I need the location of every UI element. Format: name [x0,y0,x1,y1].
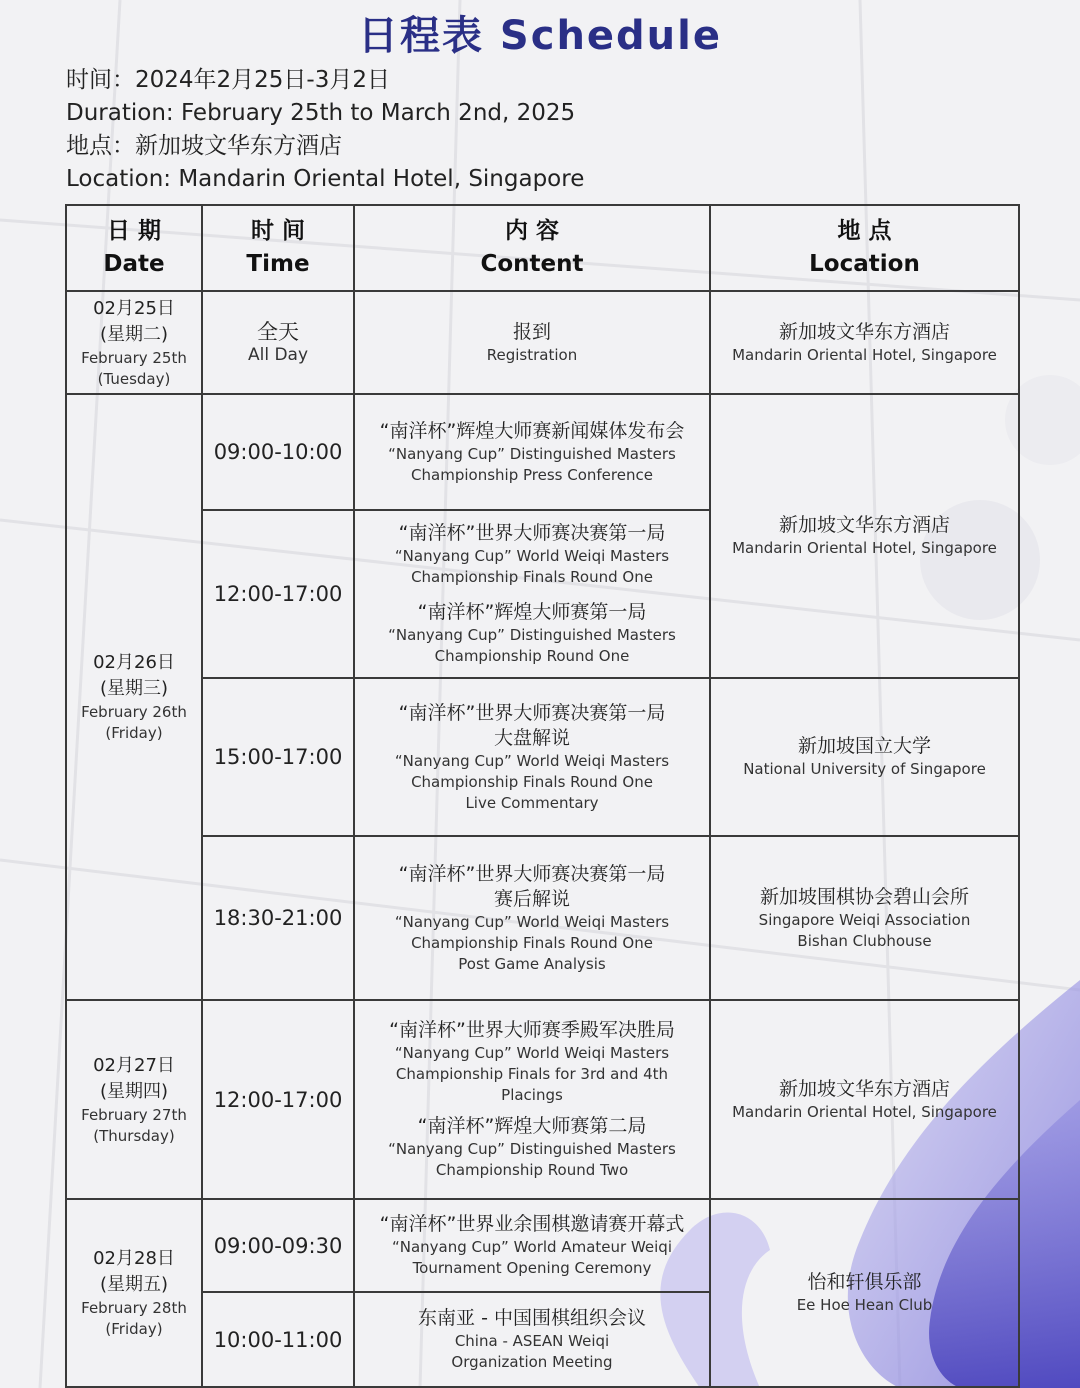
header-time [202,205,354,291]
content-en: Placings [501,1086,563,1104]
time-cell: 09:00-09:30 [202,1199,354,1292]
content-zh: “南洋杯”世界大师赛决赛第一局 [398,701,666,724]
weekday-zh: (星期二) [99,323,169,345]
location-en: Mandarin Oriental Hotel, Singapore [732,345,997,364]
time-en: All Day [247,344,309,365]
time-zh: 全天 [257,319,299,344]
header-date [66,205,202,291]
location-en: Singapore Weiqi Association [758,910,971,929]
header-time-en: Time [246,251,310,277]
location-cell [710,836,1019,1000]
content-zh: “南洋杯”辉煌大师赛第一局 [417,601,647,623]
content-en: Tournament Opening Ceremony [412,1259,652,1277]
event-info [66,64,584,196]
content-zh: “南洋杯”世界大师赛决赛第一局 [398,522,666,544]
header-location-en: Location [809,251,920,277]
weekday-zh: (星期四) [99,1080,169,1102]
header-date-en: Date [103,251,165,277]
content-en: Championship Finals Round One [411,933,653,952]
table-row [66,291,1019,394]
weekday-zh: (星期三) [99,678,169,699]
table-row [66,836,1019,1000]
content-zh: “南洋杯”世界业余围棋邀请赛开幕式 [379,1213,685,1235]
page-title: 日程表 Schedule [358,13,722,59]
content-en: “Nanyang Cup” World Weiqi Masters [394,751,670,770]
time-cell: 09:00-10:00 [202,394,354,510]
header-content-zh: 内 容 [504,218,559,244]
date-en: February 28th [81,1299,187,1317]
date-en: February 26th [81,703,187,721]
date-en: February 25th [81,348,187,367]
content-zh: 大盘解说 [493,726,570,749]
content-en: Post Game Analysis [458,954,606,973]
content-en: “Nanyang Cup” Distinguished Masters [388,444,676,463]
content-en: Championship Finals Round One [411,772,653,791]
location-cell [710,394,1019,678]
location-cell [710,678,1019,836]
content-zh: “南洋杯”辉煌大师赛第二局 [417,1115,647,1137]
header-row [66,205,1019,291]
content-en: “Nanyang Cup” Distinguished Masters [388,1140,676,1158]
date-cell [66,291,202,394]
content-en: “Nanyang Cup” World Weiqi Masters [394,912,670,931]
content-en: “Nanyang Cup” Distinguished Masters [388,626,676,644]
time-cell: 12:00-17:00 [202,510,354,678]
location-zh: 新加坡文华东方酒店 [778,514,950,536]
content-en: Live Commentary [465,793,599,812]
date-zh: 02月25日 [93,297,175,319]
location-en: Mandarin Oriental Hotel, Singapore [732,539,997,557]
content-cell [354,1199,710,1292]
table-row [66,678,1019,836]
date-zh: 02月28日 [93,1248,175,1269]
content-en: “Nanyang Cup” World Weiqi Masters [394,547,670,565]
time-cell [202,291,354,394]
location-cell [710,291,1019,394]
location-zh: 新加坡国立大学 [797,735,931,757]
header-time-zh: 时 间 [250,218,305,244]
date-zh: 02月27日 [93,1054,175,1076]
table-row [66,1199,1019,1292]
date-cell [66,1000,202,1199]
weekday-en: (Friday) [105,724,163,742]
location-en: Bishan Clubhouse [797,931,932,950]
content-en: China - ASEAN Weiqi [454,1332,610,1350]
location-en: Ee Hoe Hean Club [796,1296,933,1314]
date-zh: 02月26日 [93,652,175,673]
schedule-table [65,204,1020,1388]
table-row [66,394,1019,510]
weekday-en: (Friday) [105,1320,163,1338]
content-en: Championship Press Conference [411,465,653,484]
content-en: Championship Finals Round One [411,568,653,586]
content-en: “Nanyang Cup” World Weiqi Masters [394,1044,670,1062]
content-en: Championship Round One [434,647,630,665]
content-cell [354,291,710,394]
time-cell: 18:30-21:00 [202,836,354,1000]
date-en: February 27th [81,1105,187,1124]
content-cell [354,510,710,678]
date-cell [66,1199,202,1387]
content-en: Registration [486,345,578,364]
header-content [354,205,710,291]
content-cell [354,836,710,1000]
content-zh: “南洋杯”世界大师赛季殿军决胜局 [389,1019,675,1041]
location-en: Mandarin Oriental Hotel, Singapore [732,1102,997,1121]
weekday-en: (Tuesday) [97,369,171,388]
time-cell: 12:00-17:00 [202,1000,354,1199]
event-location-en: Location: Mandarin Oriental Hotel, Singapore [66,166,585,192]
date-cell [66,394,202,1000]
content-zh: “南洋杯”辉煌大师赛新闻媒体发布会 [379,419,685,442]
content-en: Organization Meeting [451,1353,613,1371]
content-cell [354,1000,710,1199]
location-zh: 新加坡文华东方酒店 [778,320,950,343]
event-place-zh: 地点：新加坡文华东方酒店 [66,133,342,159]
time-cell: 15:00-17:00 [202,678,354,836]
location-zh: 新加坡文华东方酒店 [778,1077,950,1100]
event-duration-en: Duration: February 25th to March 2nd, 2025 [66,100,576,126]
event-time-zh: 时间：2024年2月25日-3月2日 [66,67,390,93]
content-cell [354,1292,710,1387]
content-zh: “南洋杯”世界大师赛决赛第一局 [398,862,666,885]
weekday-en: (Thursday) [93,1126,175,1145]
table-row [66,1000,1019,1199]
content-zh: 报到 [512,320,551,343]
content-en: Championship Round Two [435,1161,629,1179]
location-zh: 怡和轩俱乐部 [807,1271,922,1293]
content-en: Championship Finals for 3rd and 4th [395,1065,669,1083]
header-content-en: Content [480,251,584,277]
content-cell [354,678,710,836]
header-date-zh: 日 期 [106,218,161,244]
header-location [710,205,1019,291]
content-en: “Nanyang Cup” World Amateur Weiqi [391,1238,672,1256]
time-cell: 10:00-11:00 [202,1292,354,1387]
location-en: National University of Singapore [743,760,986,778]
content-cell [354,394,710,510]
location-zh: 新加坡围棋协会碧山会所 [759,885,969,908]
content-zh: 赛后解说 [493,887,570,910]
header-location-zh: 地 点 [837,218,892,244]
location-cell [710,1000,1019,1199]
content-zh: 东南亚 - 中国围棋组织会议 [418,1307,646,1329]
weekday-zh: (星期五) [99,1274,169,1295]
location-cell [710,1199,1019,1387]
